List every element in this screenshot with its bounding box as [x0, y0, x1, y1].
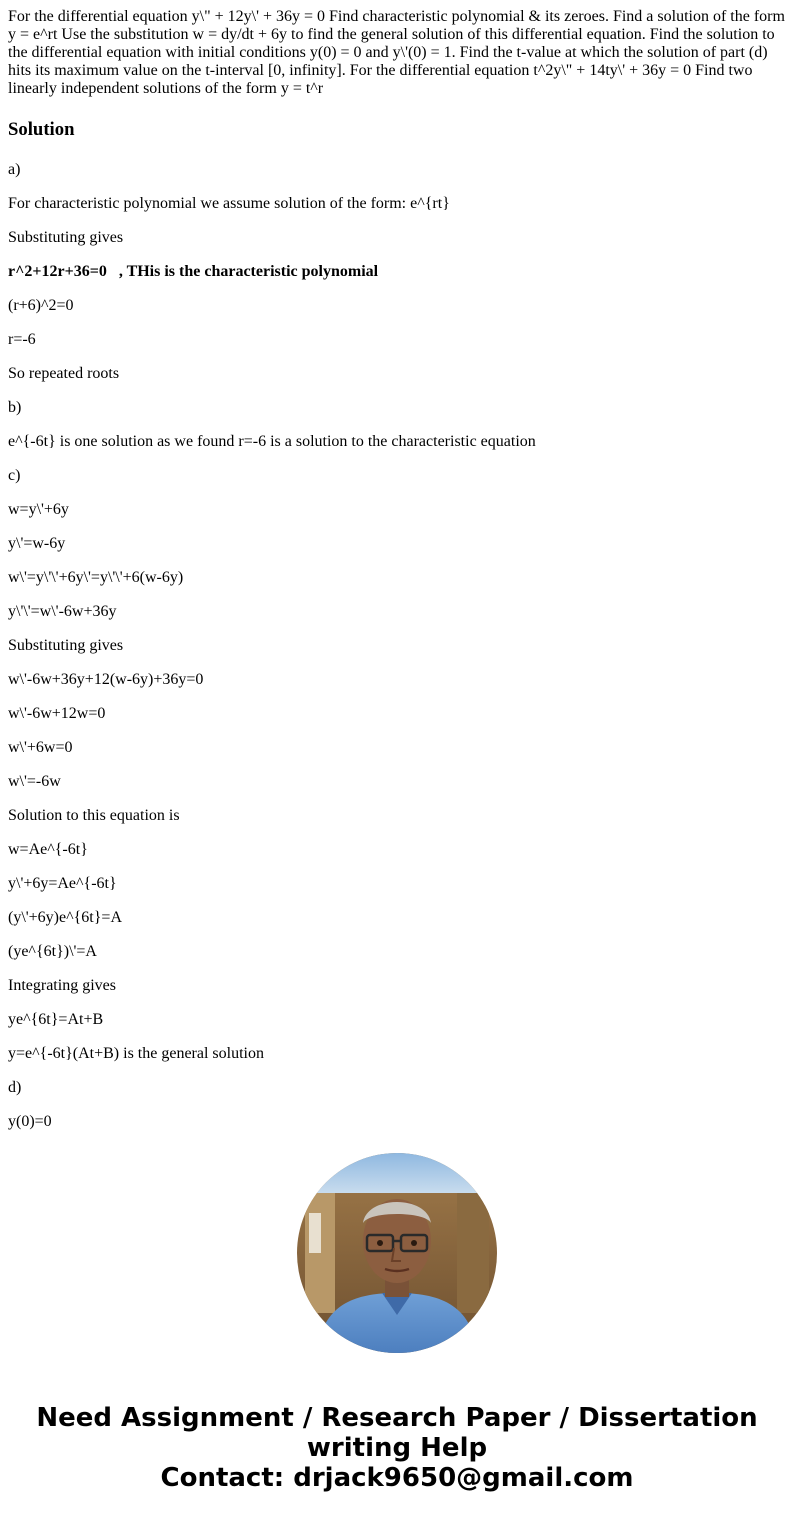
contact-footer	[0, 1403, 794, 1493]
solution-line: w\'+6w=0	[8, 739, 73, 756]
question-text: For the differential equation y\" + 12y\' + 36y = 0 Find characteristic polynomial & its zeroes. Find a solution of the form y = e^rt Use the substitution w = dy/dt + 6y to find the general solution of this differential equation. Find the solution to the differential equation with initial conditions y(0) = 0 and y\'(0) = 1. Find the t-value at which the solution of part (d) hits its maximum value on the t-interval [0, infinity]. For the differential equation t^2y\" + 14ty\' + 36y = 0 Find two linearly independent solutions of the form y = t^r	[8, 8, 785, 97]
document-body	[8, 8, 786, 1147]
footer-line-1: Need Assignment / Research Paper / Dissertation	[36, 1403, 758, 1433]
author-avatar	[297, 1153, 497, 1353]
solution-line: a)	[8, 161, 21, 178]
solution-line: d)	[8, 1079, 22, 1096]
solution-line: Substituting gives	[8, 637, 124, 654]
solution-line: y=e^{-6t}(At+B) is the general solution	[8, 1045, 264, 1062]
solution-line: So repeated roots	[8, 365, 120, 382]
solution-line: y\'+6y=Ae^{-6t}	[8, 875, 117, 892]
solution-line: c)	[8, 467, 21, 484]
solution-line: w\'=y\'\'+6y\'=y\'\'+6(w-6y)	[8, 569, 184, 586]
solution-line: w\'=-6w	[8, 773, 61, 790]
solution-line: e^{-6t} is one solution as we found r=-6 is a solution to the characteristic equation	[8, 433, 536, 450]
solution-line: w\'-6w+36y+12(w-6y)+36y=0	[8, 671, 204, 688]
solution-lines	[8, 161, 786, 1131]
solution-line: Integrating gives	[8, 977, 116, 994]
solution-line: Solution to this equation is	[8, 807, 180, 824]
solution-heading: Solution	[8, 119, 75, 140]
footer-line-2: writing Help	[306, 1433, 488, 1463]
footer-contact-line[interactable]: Contact: drjack9650@gmail.com	[160, 1463, 634, 1493]
solution-line: y\'\'=w\'-6w+36y	[8, 603, 117, 620]
solution-line: r=-6	[8, 331, 36, 348]
solution-line: w=Ae^{-6t}	[8, 841, 88, 858]
solution-line: w\'-6w+12w=0	[8, 705, 106, 722]
solution-line: (y\'+6y)e^{6t}=A	[8, 909, 122, 926]
solution-line: For characteristic polynomial we assume solution of the form: e^{rt}	[8, 195, 450, 212]
solution-line: (r+6)^2=0	[8, 297, 74, 314]
solution-line: y(0)=0	[8, 1113, 52, 1130]
solution-line: y\'=w-6y	[8, 535, 66, 552]
solution-line: r^2+12r+36=0 , THis is the characteristic polynomial	[8, 263, 379, 280]
solution-line: w=y\'+6y	[8, 501, 69, 518]
solution-line: ye^{6t}=At+B	[8, 1011, 104, 1028]
solution-line: Substituting gives	[8, 229, 124, 246]
solution-line: b)	[8, 399, 22, 416]
solution-line: (ye^{6t})\'=A	[8, 943, 97, 960]
